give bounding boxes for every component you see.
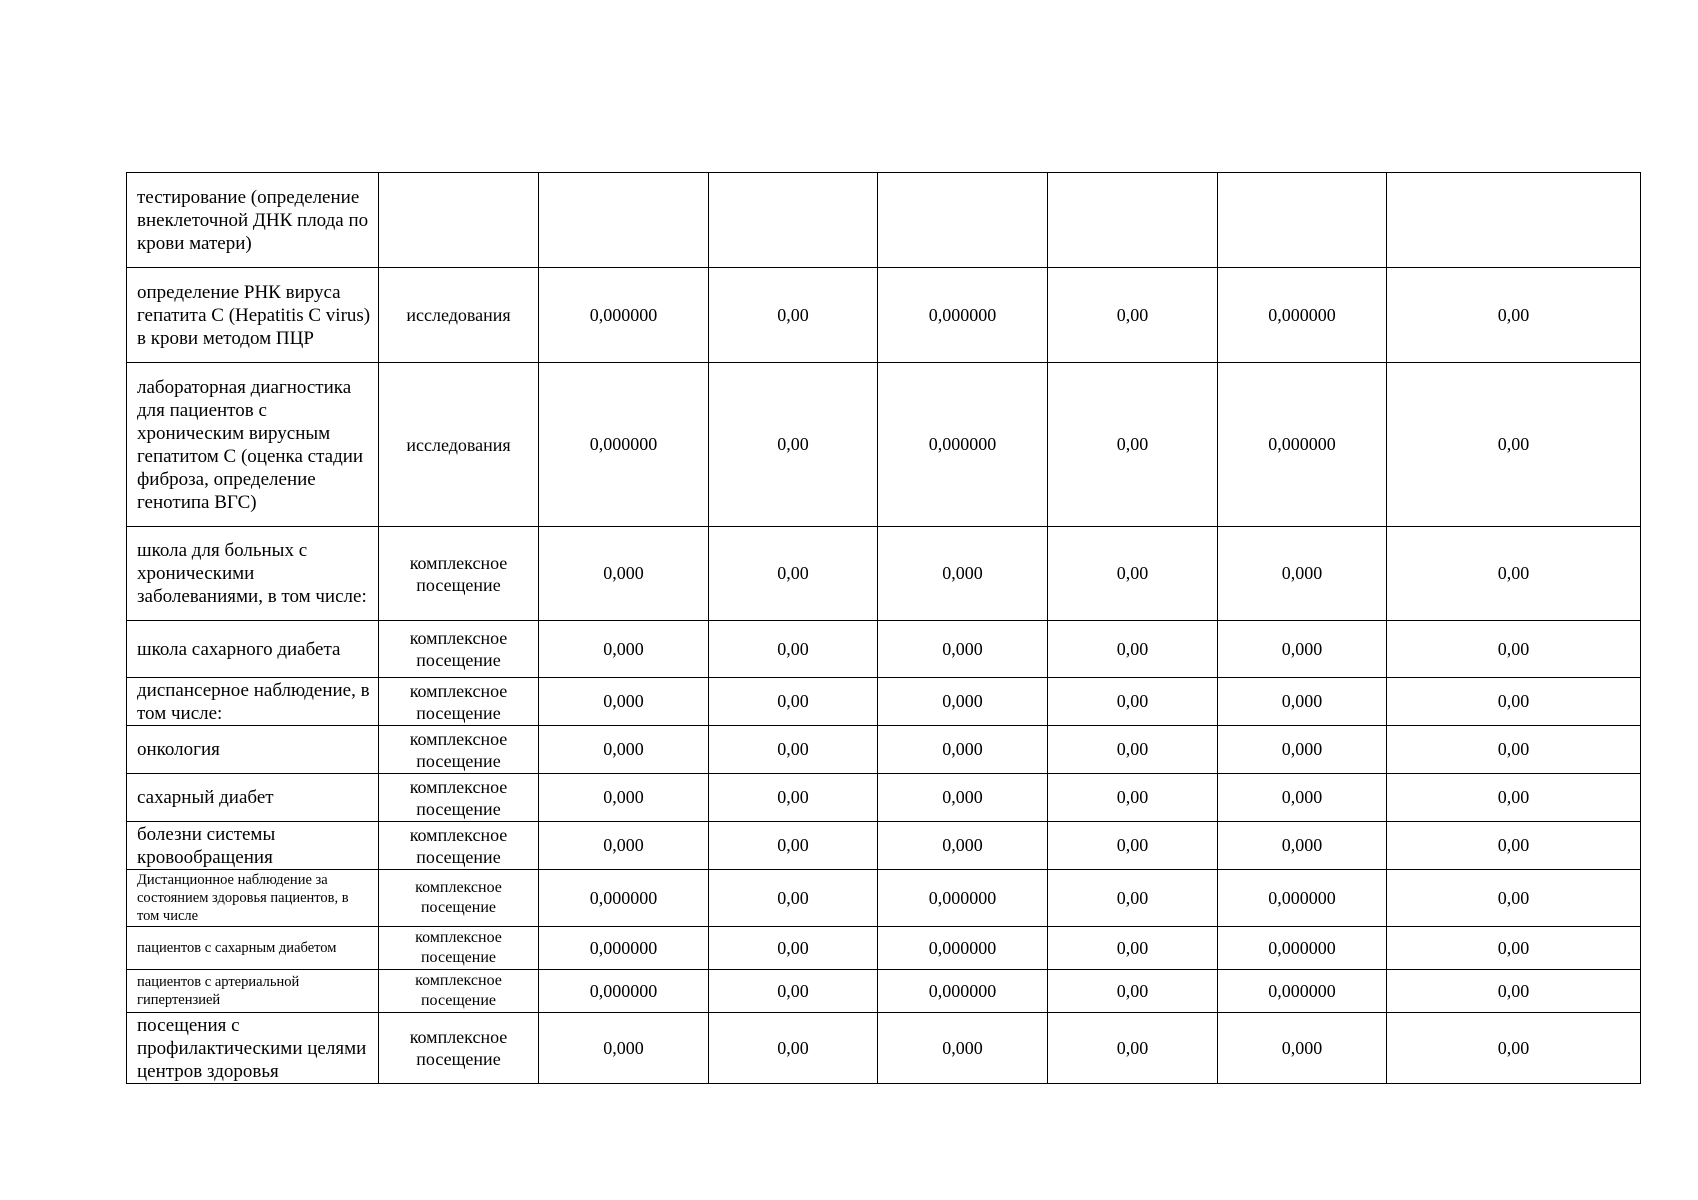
row-value: 0,000 [878, 527, 1048, 621]
row-value: 0,00 [1048, 678, 1218, 726]
row-value: 0,00 [709, 822, 878, 870]
row-value: 0,00 [709, 774, 878, 822]
row-value: 0,000 [539, 527, 709, 621]
row-name: тестирование (определение внеклеточной ДНК плода по крови матери) [127, 173, 379, 268]
row-value: 0,000 [878, 621, 1048, 678]
row-unit: исследования [379, 363, 539, 527]
row-value: 0,00 [1048, 268, 1218, 363]
row-value: 0,00 [709, 970, 878, 1013]
row-unit: комплексное посещение [379, 621, 539, 678]
table-row [127, 268, 1641, 363]
row-unit: комплексное посещение [379, 822, 539, 870]
row-value [878, 173, 1048, 268]
row-value: 0,000 [539, 678, 709, 726]
row-value: 0,00 [709, 1013, 878, 1084]
row-value: 0,00 [709, 678, 878, 726]
row-value: 0,000 [1218, 678, 1387, 726]
row-value: 0,00 [1387, 774, 1641, 822]
row-value [1387, 173, 1641, 268]
row-value: 0,00 [709, 870, 878, 927]
row-name: посещения с профилактическими целями центров здоровья [127, 1013, 379, 1084]
row-unit: комплексное посещение [379, 527, 539, 621]
row-value: 0,000 [1218, 621, 1387, 678]
row-value: 0,000000 [1218, 363, 1387, 527]
table-row [127, 1013, 1641, 1084]
row-value: 0,00 [1387, 363, 1641, 527]
row-value: 0,00 [709, 621, 878, 678]
row-unit: комплексное посещение [379, 678, 539, 726]
row-unit: комплексное посещение [379, 726, 539, 774]
row-value: 0,00 [1387, 822, 1641, 870]
row-value: 0,000 [539, 726, 709, 774]
row-value: 0,000 [878, 1013, 1048, 1084]
row-name: онкология [127, 726, 379, 774]
row-value: 0,000 [878, 678, 1048, 726]
row-value: 0,00 [1387, 678, 1641, 726]
table-row [127, 870, 1641, 927]
table-row [127, 774, 1641, 822]
row-unit: комплексное посещение [379, 774, 539, 822]
row-name: пациентов с артериальной гипертензией [127, 970, 379, 1013]
data-table [126, 172, 1641, 1084]
table-row [127, 970, 1641, 1013]
row-value: 0,00 [1048, 363, 1218, 527]
row-value: 0,00 [1048, 927, 1218, 970]
table-row [127, 726, 1641, 774]
row-value: 0,00 [709, 527, 878, 621]
row-name: лабораторная диагностика для пациентов с хроническим вирусным гепатитом С (оценка стадии фиброза, определение генотипа ВГС) [127, 363, 379, 527]
row-value: 0,000000 [1218, 927, 1387, 970]
row-value: 0,000000 [539, 970, 709, 1013]
row-unit: комплексное посещение [379, 1013, 539, 1084]
row-value: 0,000 [878, 774, 1048, 822]
row-value [709, 173, 878, 268]
row-value: 0,000000 [878, 363, 1048, 527]
row-name: определение РНК вируса гепатита С (Hepatitis C virus) в крови методом ПЦР [127, 268, 379, 363]
table-row [127, 621, 1641, 678]
row-value: 0,00 [1387, 527, 1641, 621]
row-name: школа для больных с хроническими заболеваниями, в том числе: [127, 527, 379, 621]
row-value: 0,00 [1387, 268, 1641, 363]
row-name: пациентов с сахарным диабетом [127, 927, 379, 970]
row-value: 0,000 [1218, 1013, 1387, 1084]
row-value: 0,000000 [1218, 870, 1387, 927]
table-row [127, 173, 1641, 268]
row-unit: комплексное посещение [379, 870, 539, 927]
row-value: 0,00 [1048, 774, 1218, 822]
row-value: 0,000 [539, 621, 709, 678]
row-value: 0,000000 [1218, 970, 1387, 1013]
row-value: 0,000000 [878, 870, 1048, 927]
row-value [1218, 173, 1387, 268]
row-value: 0,00 [1048, 822, 1218, 870]
row-value: 0,000000 [878, 927, 1048, 970]
row-value [1048, 173, 1218, 268]
row-value: 0,00 [1387, 726, 1641, 774]
row-value: 0,00 [1387, 1013, 1641, 1084]
row-value: 0,00 [1048, 527, 1218, 621]
table-row [127, 363, 1641, 527]
row-value: 0,00 [1387, 927, 1641, 970]
row-value: 0,000000 [539, 268, 709, 363]
row-name: Дистанционное наблюдение за состоянием здоровья пациентов, в том числе [127, 870, 379, 927]
table-row [127, 678, 1641, 726]
row-value: 0,00 [709, 268, 878, 363]
row-value: 0,000 [539, 1013, 709, 1084]
row-value: 0,00 [709, 363, 878, 527]
row-value: 0,00 [1048, 1013, 1218, 1084]
row-unit: комплексное посещение [379, 927, 539, 970]
row-value: 0,000000 [539, 927, 709, 970]
row-value [539, 173, 709, 268]
row-value: 0,00 [709, 927, 878, 970]
row-value: 0,000 [1218, 726, 1387, 774]
row-value: 0,00 [1048, 621, 1218, 678]
row-value: 0,00 [709, 726, 878, 774]
row-unit [379, 173, 539, 268]
row-value: 0,000000 [1218, 268, 1387, 363]
table-row [127, 822, 1641, 870]
table-row [127, 927, 1641, 970]
row-value: 0,000 [1218, 774, 1387, 822]
row-unit: комплексное посещение [379, 970, 539, 1013]
row-value: 0,000 [878, 822, 1048, 870]
row-value: 0,000000 [878, 268, 1048, 363]
row-value: 0,00 [1387, 870, 1641, 927]
row-name: школа сахарного диабета [127, 621, 379, 678]
row-value: 0,000 [1218, 527, 1387, 621]
row-value: 0,00 [1048, 726, 1218, 774]
row-value: 0,000000 [539, 363, 709, 527]
row-name: сахарный диабет [127, 774, 379, 822]
table-row [127, 527, 1641, 621]
row-value: 0,000 [539, 822, 709, 870]
row-value: 0,00 [1387, 970, 1641, 1013]
row-value: 0,000 [878, 726, 1048, 774]
row-value: 0,00 [1048, 870, 1218, 927]
row-unit: исследования [379, 268, 539, 363]
row-name: диспансерное наблюдение, в том числе: [127, 678, 379, 726]
row-value: 0,000000 [878, 970, 1048, 1013]
row-name: болезни системы кровообращения [127, 822, 379, 870]
row-value: 0,00 [1387, 621, 1641, 678]
row-value: 0,00 [1048, 970, 1218, 1013]
row-value: 0,000000 [539, 870, 709, 927]
row-value: 0,000 [539, 774, 709, 822]
row-value: 0,000 [1218, 822, 1387, 870]
